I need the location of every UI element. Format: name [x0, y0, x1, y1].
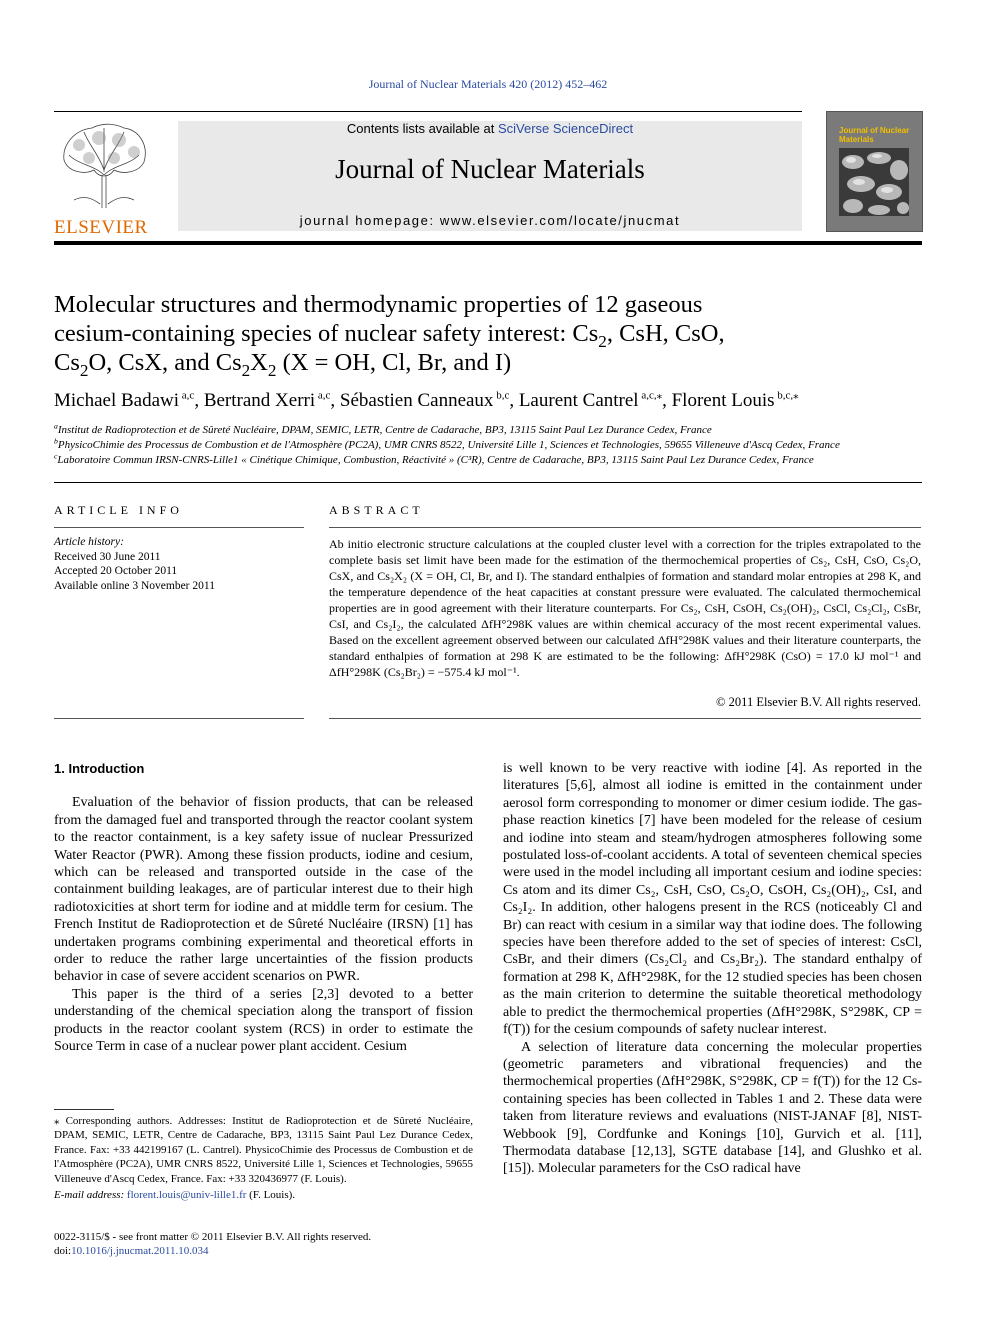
journal-cover[interactable] — [826, 111, 923, 232]
author[interactable]: Michael Badawi $^{a,c}$ — [54, 389, 195, 411]
abstract-copyright: © 2011 Elsevier B.V. All rights reserved. — [716, 695, 921, 709]
body-right-column — [503, 760, 922, 1178]
footnote-rule — [54, 1109, 114, 1110]
doi-line: doi:10.1016/j.jnucmat.2011.10.034 — [54, 1245, 209, 1258]
elsevier-logo — [54, 120, 154, 238]
author[interactable]: Sébastien Canneaux $^{b,c}$ — [339, 389, 510, 411]
article-info-bottom-rule — [54, 718, 304, 719]
corresponding-footnote — [54, 1114, 473, 1202]
abstract-heading: ABSTRACT — [329, 503, 424, 517]
body-paragraph: is well known to be very reactive with iodine [4]. As reported in the literatures [5,6], almost all iodine is emitted in the containment under aerosol form corresponding to monomer or dimer cesium iodide. The gas-phase reaction kinetics [7] have been modeled for the release of cesium and iodine into steam and steam/hydrogen atmospheres following some postulated loss-of-coolant accidents. A total of seventeen chemical species were used in the model including all important cesium and iodine species: Cs atom and its dimer Cs₂, CsH, CsO, Cs₂O, CsOH, Cs₂(OH)₂, CsI, and Cs₂I₂. In addition, other halogens present in the RCS (noticeably Cl and Br) can react with cesium in a similar way that iodine does. The following species have been therefore added to the set of species of interest: CsCl, CsBr, and their dimers (Cs₂Cl₂ and Cs₂Br₂). The standard enthalpy of formation at 298 K, ΔfH°298K, for the 12 studied species has been chosen as the main criterion to determine the suitable theoretical methodology able to predict the thermochemical properties (ΔfH°298K, S°298K, CP = f(T)) for the cesium compounds of safety nuclear interest. — [503, 761, 922, 1038]
abstract-text: Ab initio electronic structure calculations at the coupled cluster level with a correction for the triples extrapolated to the complete basis set limit have been made for the estimation of the thermochemical properties of Cs₂, CsH, CsO, Cs₂O, CsX, and Cs₂X₂ (X = OH, Cl, Br, and I). The standard enthalpies of formation and standard molar entropies at 298 K, and the temperature dependence of the heat capacities at constant pressure were evaluated. The calculated thermochemical properties are in good agreement with their literature counterparts. For Cs₂, CsH, CsOH, Cs₂(OH)₂, CsCl, Cs₂Cl₂, CsBr, CsI, and Cs₂I₂, the calculated ΔfH°298K values are within chemical accuracy of the most recent experimental values. Based on the excellent agreement observed between our calculated ΔfH°298K values and their literature counterparts, the standard enthalpies of formation at 298 K are estimated to be the following: ΔfH°298K (CsO) = 17.0 kJ mol⁻¹ and ΔfH°298K (Cs₂Br₂) = −575.4 kJ mol⁻¹. — [329, 537, 921, 679]
journal-title: Journal of Nuclear Materials — [335, 154, 645, 184]
top-divider — [54, 111, 802, 112]
masthead-divider — [54, 241, 922, 245]
article-history — [54, 535, 304, 593]
issn-doi — [54, 1230, 614, 1259]
issn-line: 0022-3115/$ - see front matter © 2011 Elsevier B.V. All rights reserved. — [54, 1231, 372, 1243]
body-paragraph: This paper is the third of a series [2,3] devoted to a better understanding of the chemical speciation along the transport of fission products in the reactor coolant system (RCS) in order to estimate the Source Term in case of a nuclear power plant accident. Cesium — [54, 986, 473, 1055]
article-title: Molecular structures and thermodynamic properties of 12 gaseous cesium-containing species of nuclear safety interest: $Cs_2$, CsH, CsO, $Cs_2O$, CsX, and $Cs_2X_2$ (X = OH, Cl, Br, and I) — [54, 291, 725, 380]
journal-homepage[interactable]: journal homepage: www.elsevier.com/locate/jnucmat — [299, 213, 681, 228]
email-line: E-mail address: florent.louis@univ-lille1.fr (F. Louis). — [54, 1189, 296, 1202]
history-label: Article history: — [54, 536, 124, 548]
corresponding-authors: ⁎ Corresponding authors. Addresses: Institut de Radioprotection et de Sûreté Nucléaire, DPAM, SEMIC, LETR, Centre de Cadarache, BP3, 13115 Saint Paul Lez Durance Cedex, France. Fax: +33 442199167 (L. Cantrel). PhysicoChimie des Processus de Combustion et de l'Atmosphère (PC2A), UMR CNRS 8522, Université Lille 1, Sciences et Technologies, 59655 Villeneuve d'Ascq Cedex, France. Fax: +33 320436977 (F. Louis). — [54, 1115, 473, 1185]
affiliations — [54, 423, 934, 468]
online-date: Available online 3 November 2011 — [54, 579, 215, 592]
author[interactable]: Florent Louis $^{b,c,⁎}$ — [671, 389, 799, 411]
body-paragraph: A selection of literature data concerning the molecular properties (geometric parameters and vibrational frequencies) and the thermochemical properties (ΔfH°298K, S°298K, CP = f(T)) for the 12 Cs-containing species has been collected in Tables 1 and 2. These data were taken from literature reviews and evaluations (NIST-JANAF [8], NIST-Webbook [9], Cordfunke and Konings [10], Gurvich et al. [11], Thermodata database [12,13], SGTE database [14], and Glushko et al. [15]). Molecular parameters for the CsO radical have — [503, 1039, 922, 1177]
author[interactable]: Laurent Cantrel $^{a,c,⁎}$ — [518, 389, 663, 411]
sciencedirect-link[interactable]: SciVerse ScienceDirect — [497, 121, 634, 136]
cover-title: Journal of Nuclear Materials — [839, 126, 910, 144]
author-list: Michael Badawi $^{a,c}$, Bertrand Xerri $^{a,c}$, Sébastien Canneaux $^{b,c}$, Laurent Cantrel $^{a,c,⁎}$, Florent Louis $^{b,c,⁎}$ — [54, 389, 799, 411]
body-paragraph: Evaluation of the behavior of fission products, that can be released from the damaged fuel and transported through the reactor coolant system to the reactor containment, is a key safety issue of nuclear Pressurized Water Reactor (PWR). Among these fission products, iodine and cesium, which can be released and transported outside in the case of the containment building leakages, are of particular interest due to their high radiotoxicities at short term for iodine and at middle term for cesium. The French Institut de Radioprotection et de Sûreté Nucléaire (IRSN) [1] has undertaken programs combining experimental and theoretical efforts in order to reduce the rather large uncertainties of the fission products behavior in case of severe accident scenarios on PWR. — [54, 795, 473, 985]
article-info-heading: ARTICLE INFO — [54, 503, 183, 517]
abstract-bottom-rule — [329, 718, 921, 719]
info-divider — [54, 482, 922, 483]
elsevier-tree-icon — [54, 120, 154, 210]
affiliation: $^c$Laboratoire Commun IRSN-CNRS-Lille1 « Cinétique Chimique, Combustion, Réactivité » (C³R), Centre de Cadarache, BP3, 13115 Saint Paul Lez Durance Cedex, France — [54, 451, 814, 466]
doi-link[interactable]: 10.1016/j.jnucmat.2011.10.034 — [71, 1245, 209, 1258]
cover-micrograph-icon — [839, 148, 909, 216]
abstract-rule — [329, 527, 921, 528]
affiliation: $^b$PhysicoChimie des Processus de Combustion et de l'Atmosphère (PC2A), UMR CNRS 8522, Université Lille 1, Sciences et Technologies, 59655 Villeneuve d'Ascq Cedex, France — [54, 436, 840, 451]
accepted-date: Accepted 20 October 2011 — [54, 565, 178, 577]
journal-citation[interactable]: Journal of Nuclear Materials 420 (2012) 452–462 — [368, 77, 608, 91]
received-date: Received 30 June 2011 — [54, 550, 161, 563]
section-heading: 1. Introduction — [54, 761, 145, 776]
email-link[interactable]: florent.louis@univ-lille1.fr — [126, 1189, 247, 1202]
body-left-column — [54, 760, 473, 1056]
contents-availability: Contents lists available at SciVerse ScienceDirect — [346, 121, 634, 136]
author[interactable]: Bertrand Xerri $^{a,c}$ — [203, 389, 331, 411]
publisher-name: ELSEVIER — [54, 217, 148, 238]
article-info-rule — [54, 527, 304, 528]
affiliation: $^a$Institut de Radioprotection et de Sûreté Nucléaire, DPAM, SEMIC, LETR, Centre de Cadarache, BP3, 13115 Saint Paul Lez Durance Cedex, France — [54, 421, 712, 436]
